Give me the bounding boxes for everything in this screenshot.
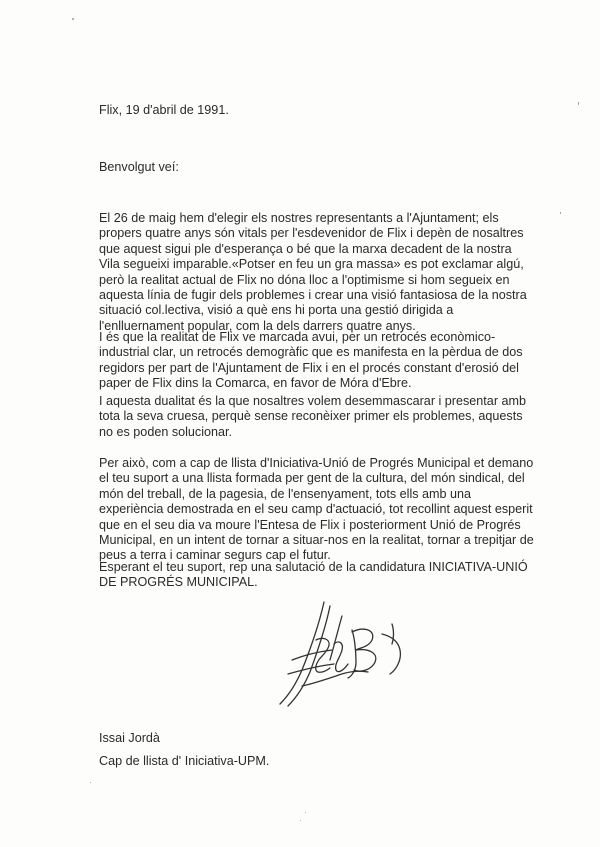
paper-speck: [305, 812, 306, 813]
paper-speck: [90, 782, 91, 783]
paragraph-duality: I aquesta dualitat és la que nosaltres volem desemmascarar i presentar amb tota la seva cruesa, perquè sense reconèixer primer els problemes, aquests no es poden solucionar.: [99, 394, 527, 439]
paper-speck: [300, 820, 301, 821]
signatory-title: Cap de llista d' Iniciativa-UPM.: [99, 754, 270, 768]
handwritten-signature-icon: [272, 600, 422, 710]
paper-speck: [560, 212, 561, 214]
letter-date: Flix, 19 d'abril de 1991.: [99, 103, 229, 117]
paragraph-support-request: Per això, com a cap de llista d'Iniciativa-Unió de Progrés Municipal et demano el teu suport a una llista formada per gent de la cultura, del món sindical, del món del treball, de la pagesia, de l'ensenyament, tots ells amb una experiència demostrada en el seu camp d'actuació, tot recollint aquest esperit que en el seu dia va moure l'Entesa de Flix i posteriorment Unió de Progrés Municipal, en un intent de tornar a situar-nos en la realitat, tornar a trepitjar de peus a terra i caminar segurs cap el futur.: [99, 456, 534, 563]
paper-speck: [72, 18, 74, 20]
letter-greeting: Benvolgut veí:: [99, 160, 179, 174]
paragraph-elections: El 26 de maig hem d'elegir els nostres representants a l'Ajuntament; els propers quatre anys són vitals per l'esdevenidor de Flix i depèn de nosaltres que aquest sigui ple d'esperança o bé que la marxa decadent de la nostra Vila segueixi imparable.«Potser en feu un gra massa» es pot exclamar algú, però la realitat actual de Flix no dóna lloc a l'optimisme si hom segueix en aquesta línia de fugir dels problemes i crear una visió fantasiosa de la nostra situació col.lectiva, visió a què ens hi porta una gestió dirigida a l'enlluernament popular, com la dels darrers quatre anys.: [99, 211, 527, 333]
paragraph-decline: I és que la realitat de Flix ve marcada avui, per un retrocés econòmico- industrial clar, un retrocés demogràfic que es manifesta en la pèrdua de dos regidors per part de l'Ajuntament de Flix i en el procés constant d'erosió del paper de Flix dins la Comarca, en favor de Móra d'Ebre.: [99, 330, 523, 391]
paragraph-closing: Esperant el teu suport, rep una salutació de la candidatura INICIATIVA-UNIÓ DE PROGRÉS MUNICIPAL.: [99, 560, 528, 590]
signatory-name: Issai Jordà: [99, 731, 160, 745]
paper-speck: [578, 102, 579, 105]
